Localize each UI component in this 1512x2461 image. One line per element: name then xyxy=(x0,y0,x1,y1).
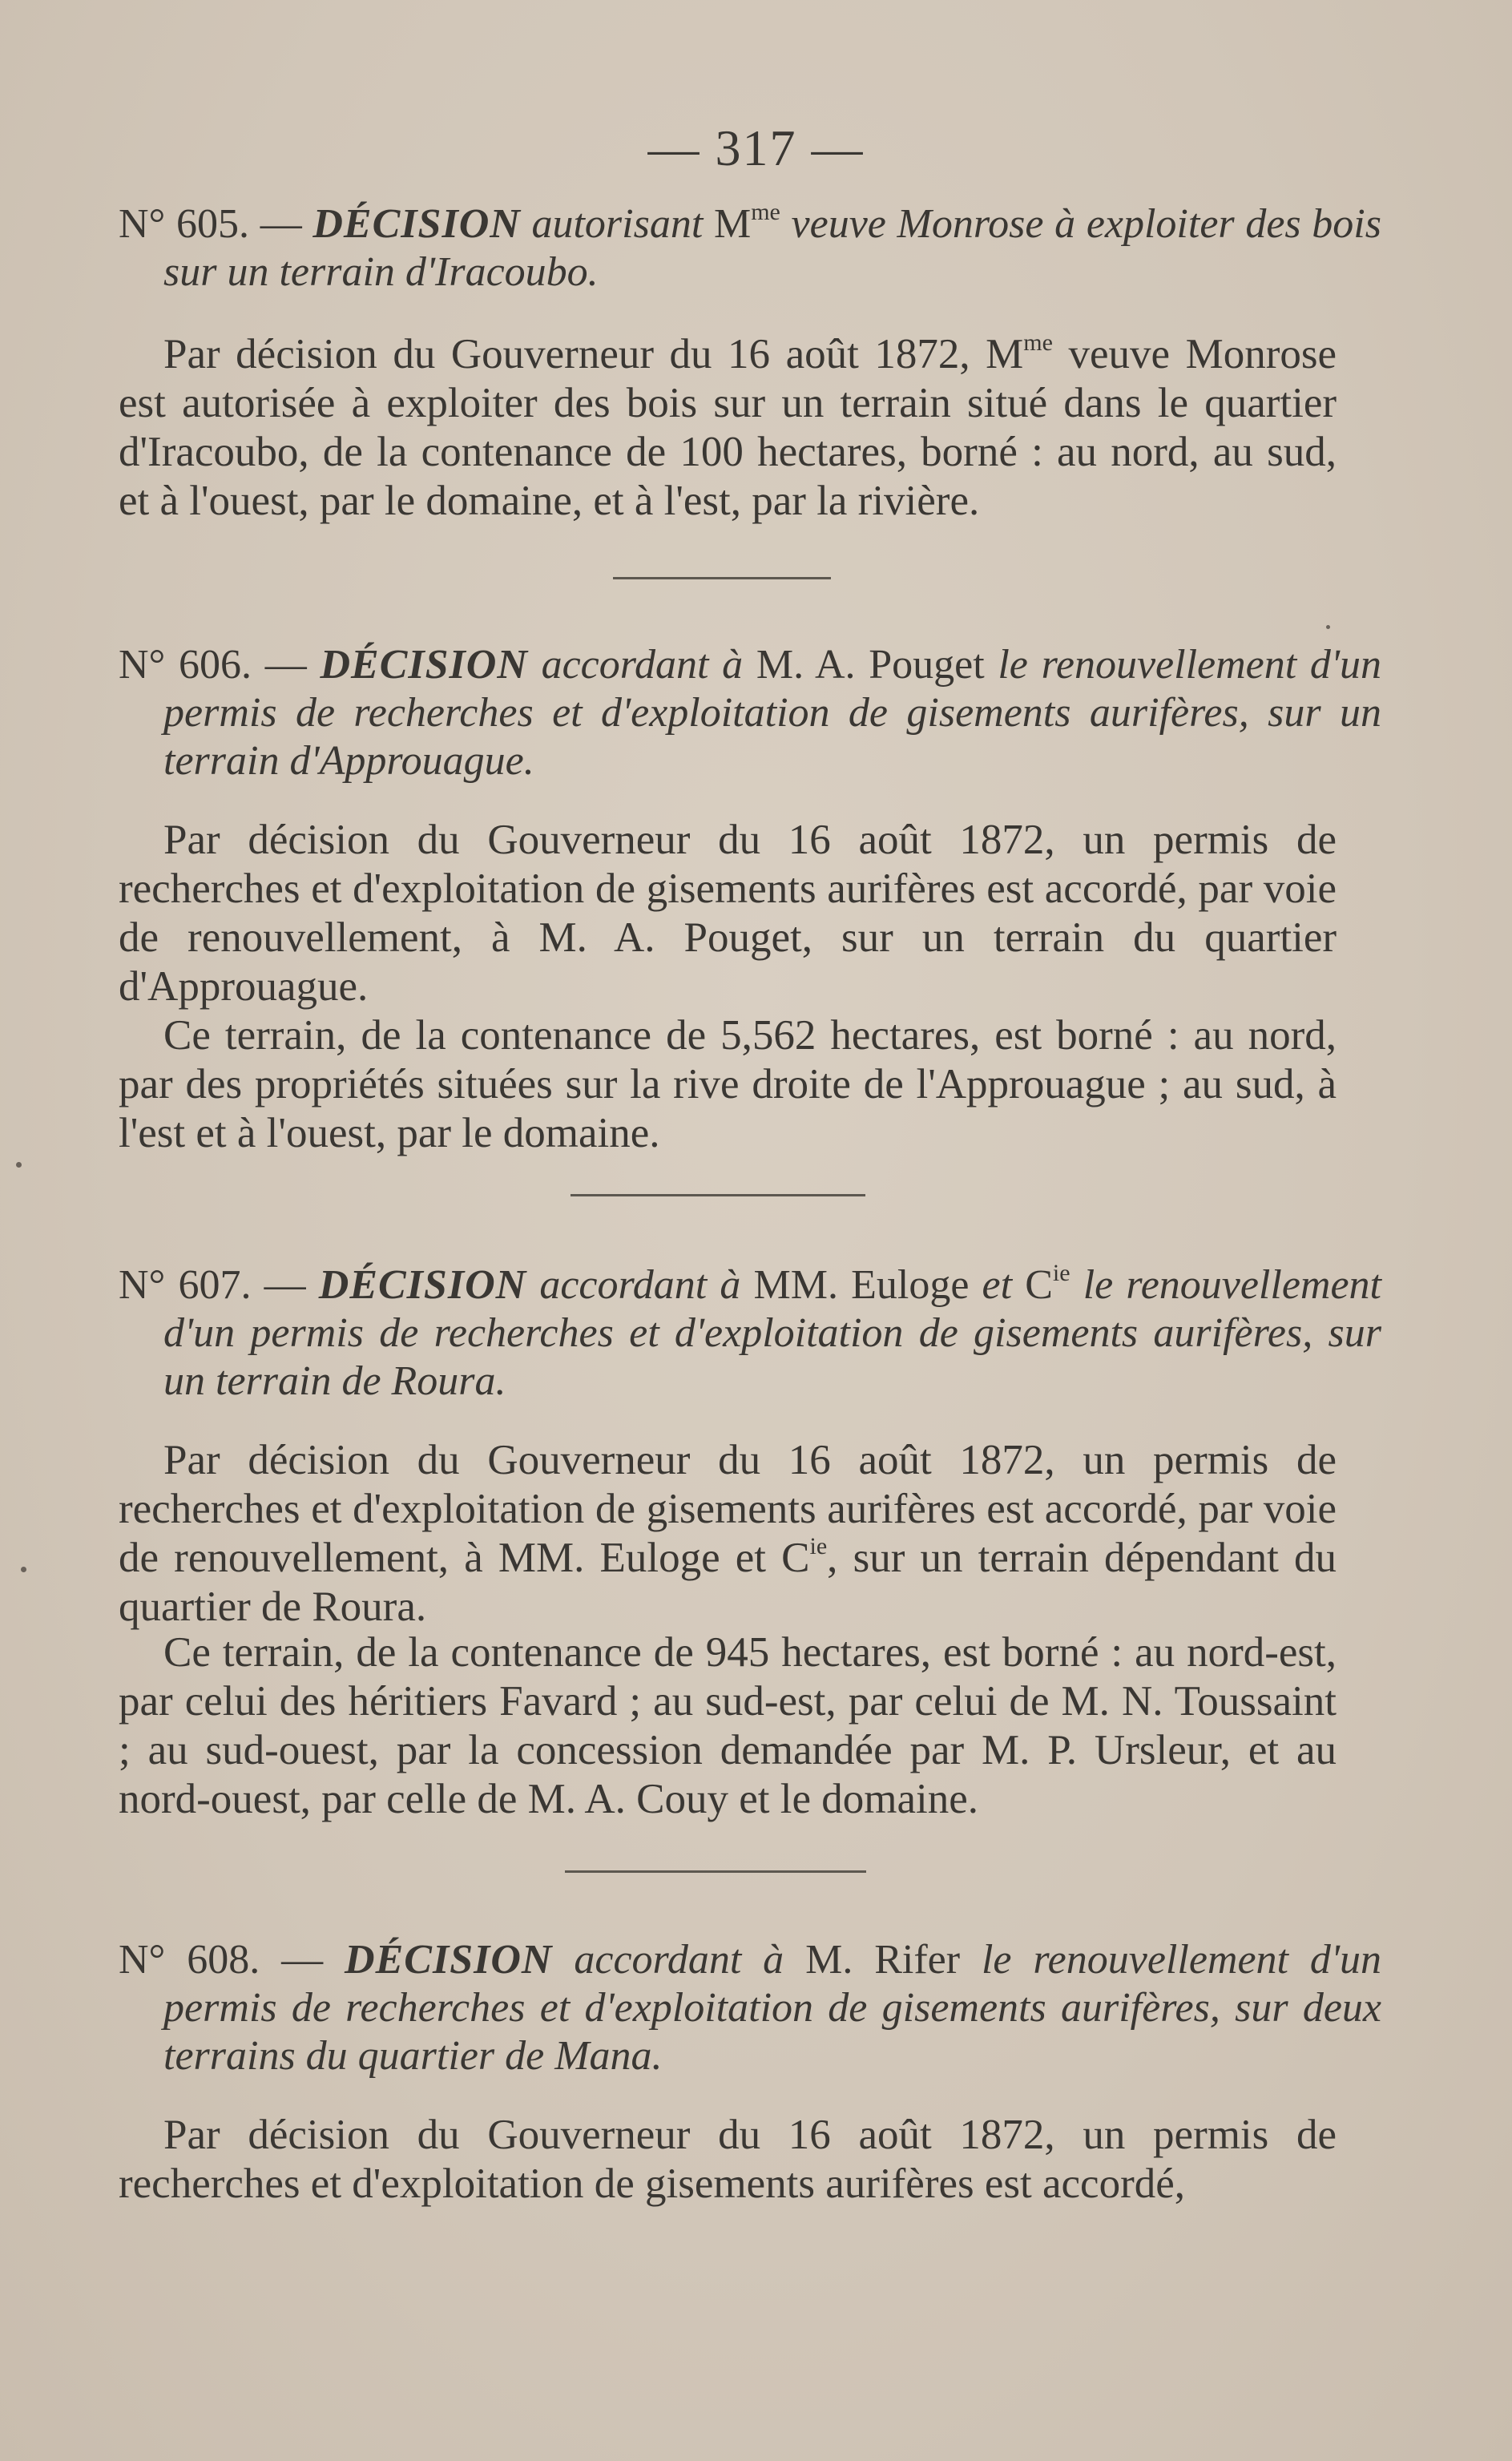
entry-title-text: le renouvellement d'un permis de recherches et d'exploitation de gisements aurifères, sur un terrain d'Approuague. xyxy=(163,642,1381,784)
entry-keyword: DÉCISION xyxy=(312,201,521,247)
entry-title-name: M xyxy=(713,201,752,247)
entry-607-title xyxy=(119,1261,1381,1406)
entry-title-text: et xyxy=(969,1262,1026,1308)
entry-number: N° 607. — xyxy=(119,1262,319,1308)
entry-title-text: le renouvellement d'un permis de recherches et d'exploitation de gisements aurifères, sur deux terrains du quartier de Mana. xyxy=(163,1937,1381,2079)
paragraph-text: Par décision du Gouverneur du 16 août 1872, un permis de recherches et d'exploitation de gisements aurifères est accordé, par voie de renouvellement, à MM. Euloge et C xyxy=(119,1437,1337,1581)
entry-606-paragraph-1: Par décision du Gouverneur du 16 août 1872, un permis de recherches et d'exploitation de gisements aurifères est accordé, par voie de renouvellement, à M. A. Pouget, sur un terrain du quartier d'Approuague. xyxy=(119,817,1337,1010)
entry-608-paragraph-1: Par décision du Gouverneur du 16 août 1872, un permis de recherches et d'exploitation de gisements aurifères est accordé, xyxy=(119,2112,1337,2207)
entry-title-name: MM. Euloge xyxy=(753,1262,970,1308)
entry-keyword: DÉCISION xyxy=(318,1262,527,1308)
entry-number: N° 605. — xyxy=(119,201,313,247)
entry-title-superscript: ie xyxy=(1052,1260,1070,1286)
entry-number: N° 606. — xyxy=(119,642,321,688)
entry-606-title xyxy=(119,641,1381,785)
entry-title-text: accordant à xyxy=(526,1262,754,1308)
entry-title-text: accordant à xyxy=(527,642,756,688)
entry-607-paragraph-1 xyxy=(119,1436,1337,1632)
paper-speck xyxy=(16,1162,22,1168)
entry-605-paragraph xyxy=(119,330,1337,526)
entry-607-paragraph-2: Ce terrain, de la contenance de 945 hectares, est borné : au nord-est, par celui des héritiers Favard ; au sud-est, par celui de M. N. Toussaint ; au sud-ouest, par la concession demandée par M. P. Ursleur, et au nord-ouest, par celle de M. A. Couy et le domaine. xyxy=(119,1629,1337,1822)
entry-605-title xyxy=(119,200,1381,297)
paragraph-text: , sur un terrain dépendant du quartier de Roura. xyxy=(119,1535,1337,1630)
paragraph-superscript: me xyxy=(1023,329,1053,356)
section-divider xyxy=(571,1194,865,1196)
entry-title-text: le renouvellement d'un permis de recherches et d'exploitation de gisements aurifères, sur un terrain de Roura. xyxy=(163,1262,1381,1404)
entry-title-superscript: me xyxy=(751,199,780,225)
entry-keyword: DÉCISION xyxy=(320,642,528,688)
paragraph-text: Par décision du Gouverneur du 16 août 1872, M xyxy=(163,331,1024,377)
entry-606-paragraph-2: Ce terrain, de la contenance de 5,562 hectares, est borné : au nord, par des propriétés situées sur la rive droite de l'Approuague ; au sud, à l'est et à l'ouest, par le domaine. xyxy=(119,1012,1337,1156)
paragraph-superscript: ie xyxy=(809,1533,828,1559)
entry-title-name: M. A. Pouget xyxy=(756,642,985,688)
entry-title-name: M. Rifer xyxy=(805,1937,961,1983)
entry-608-title xyxy=(119,1936,1381,2080)
entry-keyword: DÉCISION xyxy=(345,1937,553,1983)
paper-speck xyxy=(21,1567,26,1572)
paper-speck xyxy=(1326,625,1330,629)
entry-title-text: veuve Monrose à exploiter des bois sur un terrain d'Iracoubo. xyxy=(163,201,1381,295)
entry-title-text: accordant à xyxy=(552,1937,806,1983)
section-divider xyxy=(613,577,831,579)
section-divider xyxy=(565,1870,866,1873)
paragraph-text: veuve Monrose est autorisée à exploiter des bois sur un terrain situé dans le quartier d'Iracoubo, de la contenance de 100 hectares, borné : au nord, au sud, et à l'ouest, par le domaine, et à l'est, par la rivière. xyxy=(119,331,1337,524)
entry-title-name: C xyxy=(1025,1262,1053,1308)
page-number: — 317 — xyxy=(647,119,865,176)
entry-title-text: autorisant xyxy=(520,201,714,247)
entry-number: N° 608. — xyxy=(119,1937,345,1983)
